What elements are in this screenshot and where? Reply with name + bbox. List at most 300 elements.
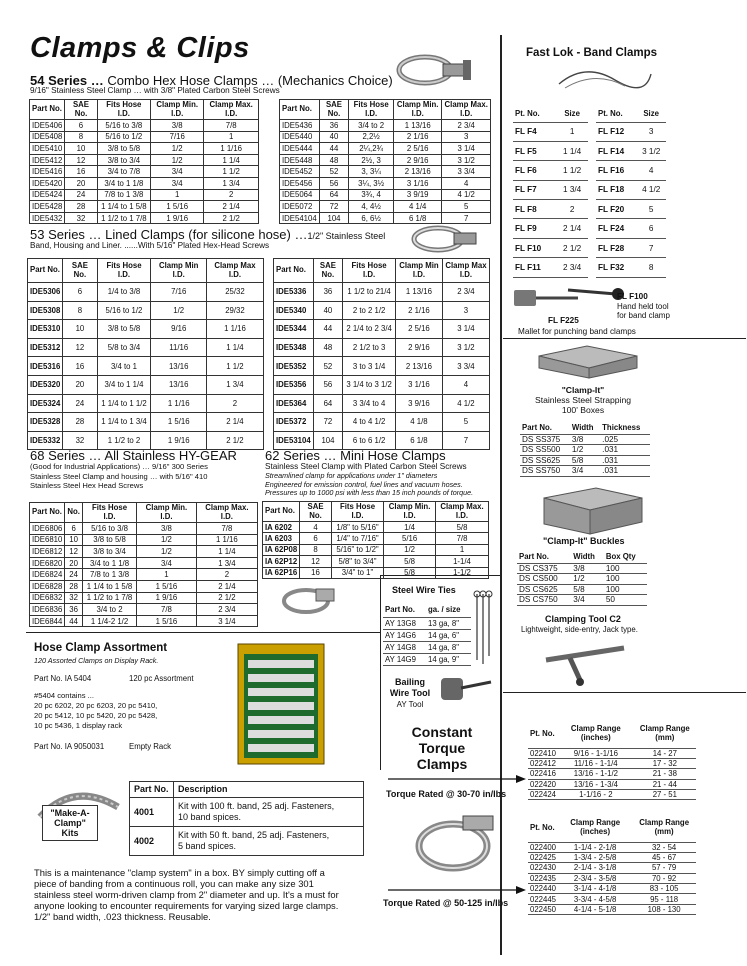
table-cell: AY 14G8 <box>383 641 426 653</box>
table-row <box>528 779 696 789</box>
table-cell: 100 <box>604 574 647 585</box>
s53-subtitle: Band, Housing and Liner. ......With 5/16" Plated Hex-Head Screws <box>30 241 270 250</box>
table-cell: 022400 <box>530 842 557 852</box>
table-cell: 21 - 38 <box>634 769 696 779</box>
column-header: Clamp Min I.D. <box>395 259 442 283</box>
table-cell: DS SS625 <box>520 455 570 466</box>
table-row <box>28 375 264 394</box>
table-header-row <box>130 782 364 798</box>
table-cell: 13 ga, 8" <box>426 617 471 629</box>
table-cell: 32 <box>65 592 83 604</box>
table-cell: IDE54104 <box>280 212 320 224</box>
table-cell: 13/16 - 1-1/2 <box>558 769 634 779</box>
table-row <box>383 653 471 665</box>
divider-assortment <box>26 632 381 633</box>
column-header: Part No. <box>274 259 314 283</box>
column-header: Thickness <box>600 423 650 434</box>
s62-notes <box>265 472 473 498</box>
table-row <box>28 394 264 413</box>
table-cell: 5/16 to 3/8 <box>97 120 150 132</box>
table-cell: 3/4 <box>137 557 197 569</box>
buckles-table <box>517 552 647 606</box>
table-row <box>30 212 259 224</box>
table-header-row <box>528 720 696 748</box>
table-cell: 14 ga, 9" <box>426 653 471 665</box>
hose-clamp-54-image <box>395 50 475 86</box>
s62-note1: Streamlined clamp for applications under 1" diameters <box>265 471 438 480</box>
table-cell: 1-1/16 - 2 <box>558 790 634 800</box>
table-row <box>517 584 647 595</box>
table-cell: 16 <box>63 357 97 376</box>
table-cell: IDE5352 <box>274 357 314 376</box>
table-row <box>30 523 258 535</box>
table-row <box>30 154 259 166</box>
table-cell: IA 62P12 <box>263 556 300 567</box>
s62-note3: Pressures up to 1000 psi with less than 15 inch pounds of torque. <box>265 488 474 497</box>
table-cell: 29/32 <box>206 301 263 320</box>
column-header: Part No. <box>263 502 300 522</box>
table-row <box>30 143 259 155</box>
table-cell: 5 <box>442 413 489 432</box>
column-header: Clamp Min. I.D. <box>384 502 436 522</box>
s68-subtitle <box>30 462 208 491</box>
table-cell: 13/16 <box>151 357 206 376</box>
table-cell: IA 6203 <box>263 533 300 544</box>
table-cell: IDE5328 <box>28 413 63 432</box>
table-row <box>280 166 491 178</box>
table-cell: 3¾, 4 <box>349 189 394 201</box>
table-cell: 3 1/16 <box>395 375 442 394</box>
torque-rated-2: Torque Rated @ 50-125 in/lbs <box>383 898 509 908</box>
mac-p1: This is a maintenance "clamp system" in a box. BY simply cutting off a <box>34 867 325 878</box>
table-row <box>280 143 491 155</box>
table-cell: 3/4 to 1 <box>97 357 151 376</box>
table-cell: 2 1/4 <box>204 201 259 213</box>
assortment-pn: Part No. IA 5404 <box>34 674 92 683</box>
table-cell: 2 3/4 <box>556 258 588 277</box>
table-cell: IDE5332 <box>28 431 63 450</box>
table-cell: AY 13G8 <box>383 617 426 629</box>
table-row <box>520 434 650 445</box>
table-cell: 2 13/16 <box>393 166 441 178</box>
table-cell: 3/4 to 7/8 <box>97 166 150 178</box>
table-cell: DS CS750 <box>517 595 571 606</box>
table-cell: 24 <box>65 189 97 201</box>
column-header: Part No. <box>520 423 570 434</box>
table-cell: 3 <box>442 301 489 320</box>
table-cell: 1 1/4 <box>196 546 257 558</box>
mac-p4: anyone looking to encounter requirements for varying sized large clamps. <box>34 900 339 911</box>
column-header: Part No. <box>28 259 63 283</box>
table-cell: IDE6824 <box>30 569 65 581</box>
table-row <box>30 201 259 213</box>
s53-heading-c: 1/2" Stainless Steel <box>307 231 386 241</box>
table-cell: 5/8 <box>435 522 488 533</box>
s62-note2: Engineered for emission control, fuel lines and vacuum hoses. <box>265 479 463 489</box>
column-header: SAE No. <box>319 100 349 120</box>
table-row <box>28 283 264 302</box>
table-cell: 6 <box>636 219 666 238</box>
table-cell: .025 <box>600 434 650 445</box>
table-row <box>263 522 489 533</box>
table-cell: 1/8" to 5/16" <box>331 522 383 533</box>
column-header: SAE No. <box>313 259 343 283</box>
s54-table-right <box>279 99 491 224</box>
table-cell: 6 1/8 <box>393 212 441 224</box>
table-cell: 1 1/2 to 1 7/8 <box>97 212 150 224</box>
table-cell: 6 <box>300 533 332 544</box>
column-header: Size <box>556 107 588 122</box>
table-cell: 3 to 3 1/4 <box>343 357 396 376</box>
table-cell: 2 9/16 <box>393 154 441 166</box>
clampit-sub1: Stainless Steel Strapping <box>534 395 632 405</box>
table-cell: IDE5406 <box>30 120 65 132</box>
s68-heading-b: All Stainless HY-GEAR <box>101 448 237 463</box>
make-a-clamp-label <box>42 805 98 841</box>
table-cell: 4 to 4 1/2 <box>343 413 396 432</box>
table-row <box>513 219 588 238</box>
table-cell: IDE5440 <box>280 131 320 143</box>
table-row <box>596 122 666 141</box>
column-header: Part No. <box>383 603 426 617</box>
table-cell: 1 5/16 <box>137 580 197 592</box>
column-header: Fits Hose I.D. <box>82 503 136 523</box>
table-cell: 1 1/4 <box>556 141 588 160</box>
table-row <box>528 873 696 883</box>
clamping-tool-image <box>540 638 630 688</box>
table-header-row <box>517 552 647 563</box>
cell-line: 10 band spices. <box>178 811 242 822</box>
table-cell: IDE5372 <box>274 413 314 432</box>
table-cell: 022410 <box>530 748 557 758</box>
table-cell: IA 62P08 <box>263 544 300 555</box>
table-cell: 1-1/4 - 2-1/8 <box>558 842 632 852</box>
table-cell: IDE5324 <box>28 394 63 413</box>
column-header: Part No. <box>30 100 65 120</box>
table-cell: 56 <box>313 375 343 394</box>
fastlok-tool-pn: FL F100 <box>617 292 648 301</box>
column-header: Clamp Max. I.D. <box>435 502 488 522</box>
table-cell: 1 <box>137 569 197 581</box>
table-cell: 52 <box>319 166 349 178</box>
table-cell: 3/8 <box>571 563 604 574</box>
table-cell: 5/16 to 1/2 <box>97 131 150 143</box>
table-cell: 6 1/8 <box>395 431 442 450</box>
constant-torque-clamp-image <box>405 812 505 876</box>
table-row <box>383 617 471 629</box>
table-cell: 3 <box>442 131 491 143</box>
table-cell: 7/8 <box>204 120 259 132</box>
table-cell: 40 <box>319 131 349 143</box>
table-cell: 7 <box>442 212 491 224</box>
table-cell: .031 <box>600 445 650 456</box>
table-cell: 52 <box>313 357 343 376</box>
fastlok-tool-desc1: Hand held tool <box>617 302 669 311</box>
column-header: Clamp Range (inches) <box>558 814 632 842</box>
table-cell: 1 5/16 <box>137 615 197 627</box>
assortment-pn-desc: 120 pc Assortment <box>129 674 194 683</box>
table-cell: IDE6832 <box>30 592 65 604</box>
table-cell: 83 - 105 <box>632 884 696 894</box>
table-cell: 44 <box>313 320 343 339</box>
table-row <box>30 131 259 143</box>
table-cell: 1 1/4-2 1/2 <box>82 615 136 627</box>
table-cell: 3 <box>636 122 666 141</box>
table-cell: 24 <box>65 569 83 581</box>
bailing-tool-2: Wire Tool <box>389 688 431 698</box>
table-cell: IA 62P16 <box>263 567 300 578</box>
clampit-title: "Clamp-It" <box>561 385 605 395</box>
table-cell: 1/2 <box>137 534 197 546</box>
table-cell: 1 1/2 <box>206 357 263 376</box>
table-row <box>30 580 258 592</box>
table-cell: 3 3/4 <box>442 357 489 376</box>
table-row <box>517 563 647 574</box>
table-row <box>130 797 364 826</box>
table-header-row <box>263 502 489 522</box>
table-cell: 1-1/2 <box>435 567 488 578</box>
table-cell: 10 <box>63 320 97 339</box>
table-cell: 16 <box>65 166 97 178</box>
table-cell: 9/16 <box>151 320 206 339</box>
table-cell: 2 1/16 <box>393 131 441 143</box>
table-row <box>30 615 258 627</box>
table-row <box>280 131 491 143</box>
column-header: Clamp Max. I.D. <box>196 503 257 523</box>
table-cell: FL F7 <box>513 180 556 199</box>
table-cell: 4 1/2 <box>442 189 491 201</box>
table-cell: 6, 6½ <box>349 212 394 224</box>
fastlok-table-right <box>596 107 666 278</box>
table-cell: 4 1/2 <box>636 180 666 199</box>
table-cell: FL F14 <box>596 141 636 160</box>
table-cell: IDE5348 <box>274 338 314 357</box>
table-cell: 72 <box>319 201 349 213</box>
table-cell: 2 13/16 <box>395 357 442 376</box>
column-header: Clamp Min. I.D. <box>137 503 197 523</box>
table-cell: 28 <box>65 580 83 592</box>
mac-label-2: Clamp" <box>54 818 86 828</box>
table-header-row <box>280 100 491 120</box>
table-cell: 2-3/4 - 3-5/8 <box>558 873 632 883</box>
table-cell: 3 1/2 <box>442 154 491 166</box>
table-row <box>30 604 258 616</box>
table-cell: 1 1/16 <box>206 320 263 339</box>
table-cell: FL F32 <box>596 258 636 277</box>
wireties-title: Steel Wire Ties <box>392 585 456 595</box>
table-cell: 3/4 to 1 1/8 <box>82 557 136 569</box>
table-row <box>274 375 490 394</box>
table-cell: 2¼,2¾ <box>349 143 394 155</box>
table-cell: 3 1/4 to 3 1/2 <box>343 375 396 394</box>
divider-wireties-v <box>380 575 381 770</box>
assortment-sub: 120 Assorted Clamps on Display Rack. <box>34 656 159 665</box>
table-row <box>30 166 259 178</box>
table-cell: DS CS500 <box>517 574 571 585</box>
s53-heading-a: 53 Series … <box>30 227 102 242</box>
table-cell: 6 <box>63 283 97 302</box>
fastlok-band-image <box>555 62 655 96</box>
table-cell: 10 <box>65 534 83 546</box>
table-cell: IDE6810 <box>30 534 65 546</box>
bailing-tool-3: AY Tool <box>396 700 424 709</box>
table-cell: IDE5310 <box>28 320 63 339</box>
table-cell: 022416 <box>530 769 557 779</box>
table-cell: 2 1/2 <box>206 431 263 450</box>
s54-subtitle: 9/16" Stainless Steel Clamp … with 3/8" Plated Carbon Steel Screws <box>30 86 280 95</box>
table-cell: 1 <box>435 544 488 555</box>
table-cell: 7/8 <box>435 533 488 544</box>
table-row <box>30 557 258 569</box>
table-row <box>528 884 696 894</box>
table-cell: IDE5456 <box>280 177 320 189</box>
assortment-c3: 10 pc 5436, 1 display rack <box>34 721 123 730</box>
table-cell: 32 <box>65 212 97 224</box>
table-cell: 14 ga, 8" <box>426 641 471 653</box>
table-cell: 1 9/16 <box>151 212 204 224</box>
table-row <box>596 219 666 238</box>
table-cell: IDE5448 <box>280 154 320 166</box>
table-row <box>274 301 490 320</box>
table-cell: 022450 <box>530 905 557 915</box>
table-header-row <box>30 100 259 120</box>
table-cell: IDE5340 <box>274 301 314 320</box>
table-cell: IDE5320 <box>28 375 63 394</box>
table-cell: 2 <box>204 189 259 201</box>
table-cell: 1-1/4 <box>435 556 488 567</box>
torque-rated-1: Torque Rated @ 30-70 in/lbs <box>386 789 507 799</box>
cell-line: Kit with 50 ft. band, 25 adj. Fasteners, <box>178 829 330 840</box>
table-cell: 1-3/4 - 2-5/8 <box>558 852 632 862</box>
s54-table-left <box>29 99 259 224</box>
table-row <box>274 283 490 302</box>
column-header: Part No. <box>30 503 65 523</box>
table-cell: 56 <box>319 177 349 189</box>
column-header: Pt. No. <box>513 107 556 122</box>
table-cell: DS SS750 <box>520 466 570 477</box>
column-header: Width <box>571 552 604 563</box>
table-cell: 1 9/16 <box>151 431 206 450</box>
table-row <box>520 455 650 466</box>
mac-label-1: "Make-A- <box>50 808 90 818</box>
table-cell: 4 1/2 <box>442 394 489 413</box>
table-cell <box>174 797 364 826</box>
table-row <box>30 120 259 132</box>
table-row <box>520 466 650 477</box>
table-cell: 100 <box>604 563 647 574</box>
table-row <box>274 320 490 339</box>
table-row <box>383 629 471 641</box>
table-cell: 4-1/4 - 5-1/8 <box>558 904 632 914</box>
table-cell: 2 1/2 <box>204 212 259 224</box>
table-row <box>528 790 696 800</box>
table-cell: 3/4 to 1 1/4 <box>97 375 151 394</box>
table-cell: 1/2 <box>151 154 204 166</box>
table-cell: 2 1/4 <box>556 219 588 238</box>
table-cell: 022425 <box>530 853 557 863</box>
table-row <box>596 180 666 199</box>
table-row <box>30 189 259 201</box>
s62-heading-b: Mini Hose Clamps <box>336 448 446 463</box>
s68-heading <box>30 448 237 463</box>
table-row <box>280 201 491 213</box>
ct-title-2: Torque <box>418 740 466 756</box>
table-cell: 2 1/2 to 3 <box>343 338 396 357</box>
table-row <box>274 413 490 432</box>
table-cell: 3 1/4 <box>442 320 489 339</box>
table-row <box>513 122 588 141</box>
table-cell: 2 1/16 <box>395 301 442 320</box>
table-cell: 20 <box>65 557 83 569</box>
table-cell: 32 - 54 <box>632 842 696 852</box>
hose-clamp-53-image <box>410 222 480 254</box>
table-cell <box>174 826 364 855</box>
column-header: Size <box>636 107 666 122</box>
table-cell: 1 1/4 to 1 1/2 <box>97 394 151 413</box>
rack-desc: Empty Rack <box>129 742 172 751</box>
table-cell: 3/8 <box>137 523 197 535</box>
clampit-sub2: 100' Boxes <box>561 405 605 415</box>
table-cell: IA 6202 <box>263 522 300 533</box>
table-cell: 3-3/4 - 4-5/8 <box>558 894 632 904</box>
table-row <box>280 154 491 166</box>
table-row <box>517 595 647 606</box>
table-cell: 1 1/16 <box>151 394 206 413</box>
table-cell: IDE6836 <box>30 604 65 616</box>
table-header-row <box>520 423 650 434</box>
table-cell: 3/4 <box>151 166 204 178</box>
table-cell: 022440 <box>530 884 557 894</box>
table-cell: 1/4 <box>384 522 436 533</box>
table-cell: 2 1/4 <box>206 413 263 432</box>
table-row <box>280 120 491 132</box>
table-row <box>274 394 490 413</box>
table-cell: IDE5452 <box>280 166 320 178</box>
table-cell: 4 1/4 <box>393 201 441 213</box>
table-cell: 1/4" to 7/16" <box>331 533 383 544</box>
table-row <box>274 357 490 376</box>
table-cell: 3, 3¼ <box>349 166 394 178</box>
table-row <box>596 200 666 219</box>
table-row <box>30 177 259 189</box>
table-cell: 4002 <box>130 826 174 855</box>
page-title: Clamps & Clips <box>30 32 250 64</box>
table-cell: 3¼, 3½ <box>349 177 394 189</box>
table-row <box>513 161 588 180</box>
table-cell: 3/8 to 5/8 <box>82 534 136 546</box>
table-cell: 13/16 - 1-3/4 <box>558 779 634 789</box>
table-cell: 3/8 to 5/8 <box>97 143 150 155</box>
make-a-clamp-table <box>129 781 364 856</box>
table-row <box>596 141 666 160</box>
table-cell: 2 5/16 <box>393 143 441 155</box>
table-cell: 100 <box>604 584 647 595</box>
s62-heading-a: 62 Series … <box>265 448 337 463</box>
table-cell: 5/16 to 1/2 <box>97 301 151 320</box>
table-cell: 3/4 <box>570 466 600 477</box>
wire-ties-image <box>473 590 497 670</box>
table-cell: 1 1/2 to 2 <box>97 431 151 450</box>
table-cell: 3/8 to 3/4 <box>82 546 136 558</box>
table-cell: 1 1/4 to 1 5/8 <box>97 201 150 213</box>
column-header: Fits Hose I.D. <box>349 100 394 120</box>
clamping-tool-desc: Lightweight, side-entry, Jack type. <box>521 625 638 634</box>
column-header: Clamp Range (mm) <box>632 814 696 842</box>
table-row <box>528 748 696 758</box>
table-cell: IDE5420 <box>30 177 65 189</box>
table-cell: 1/4 to 3/8 <box>97 283 151 302</box>
column-header: Fits Hose I.D. <box>97 100 150 120</box>
